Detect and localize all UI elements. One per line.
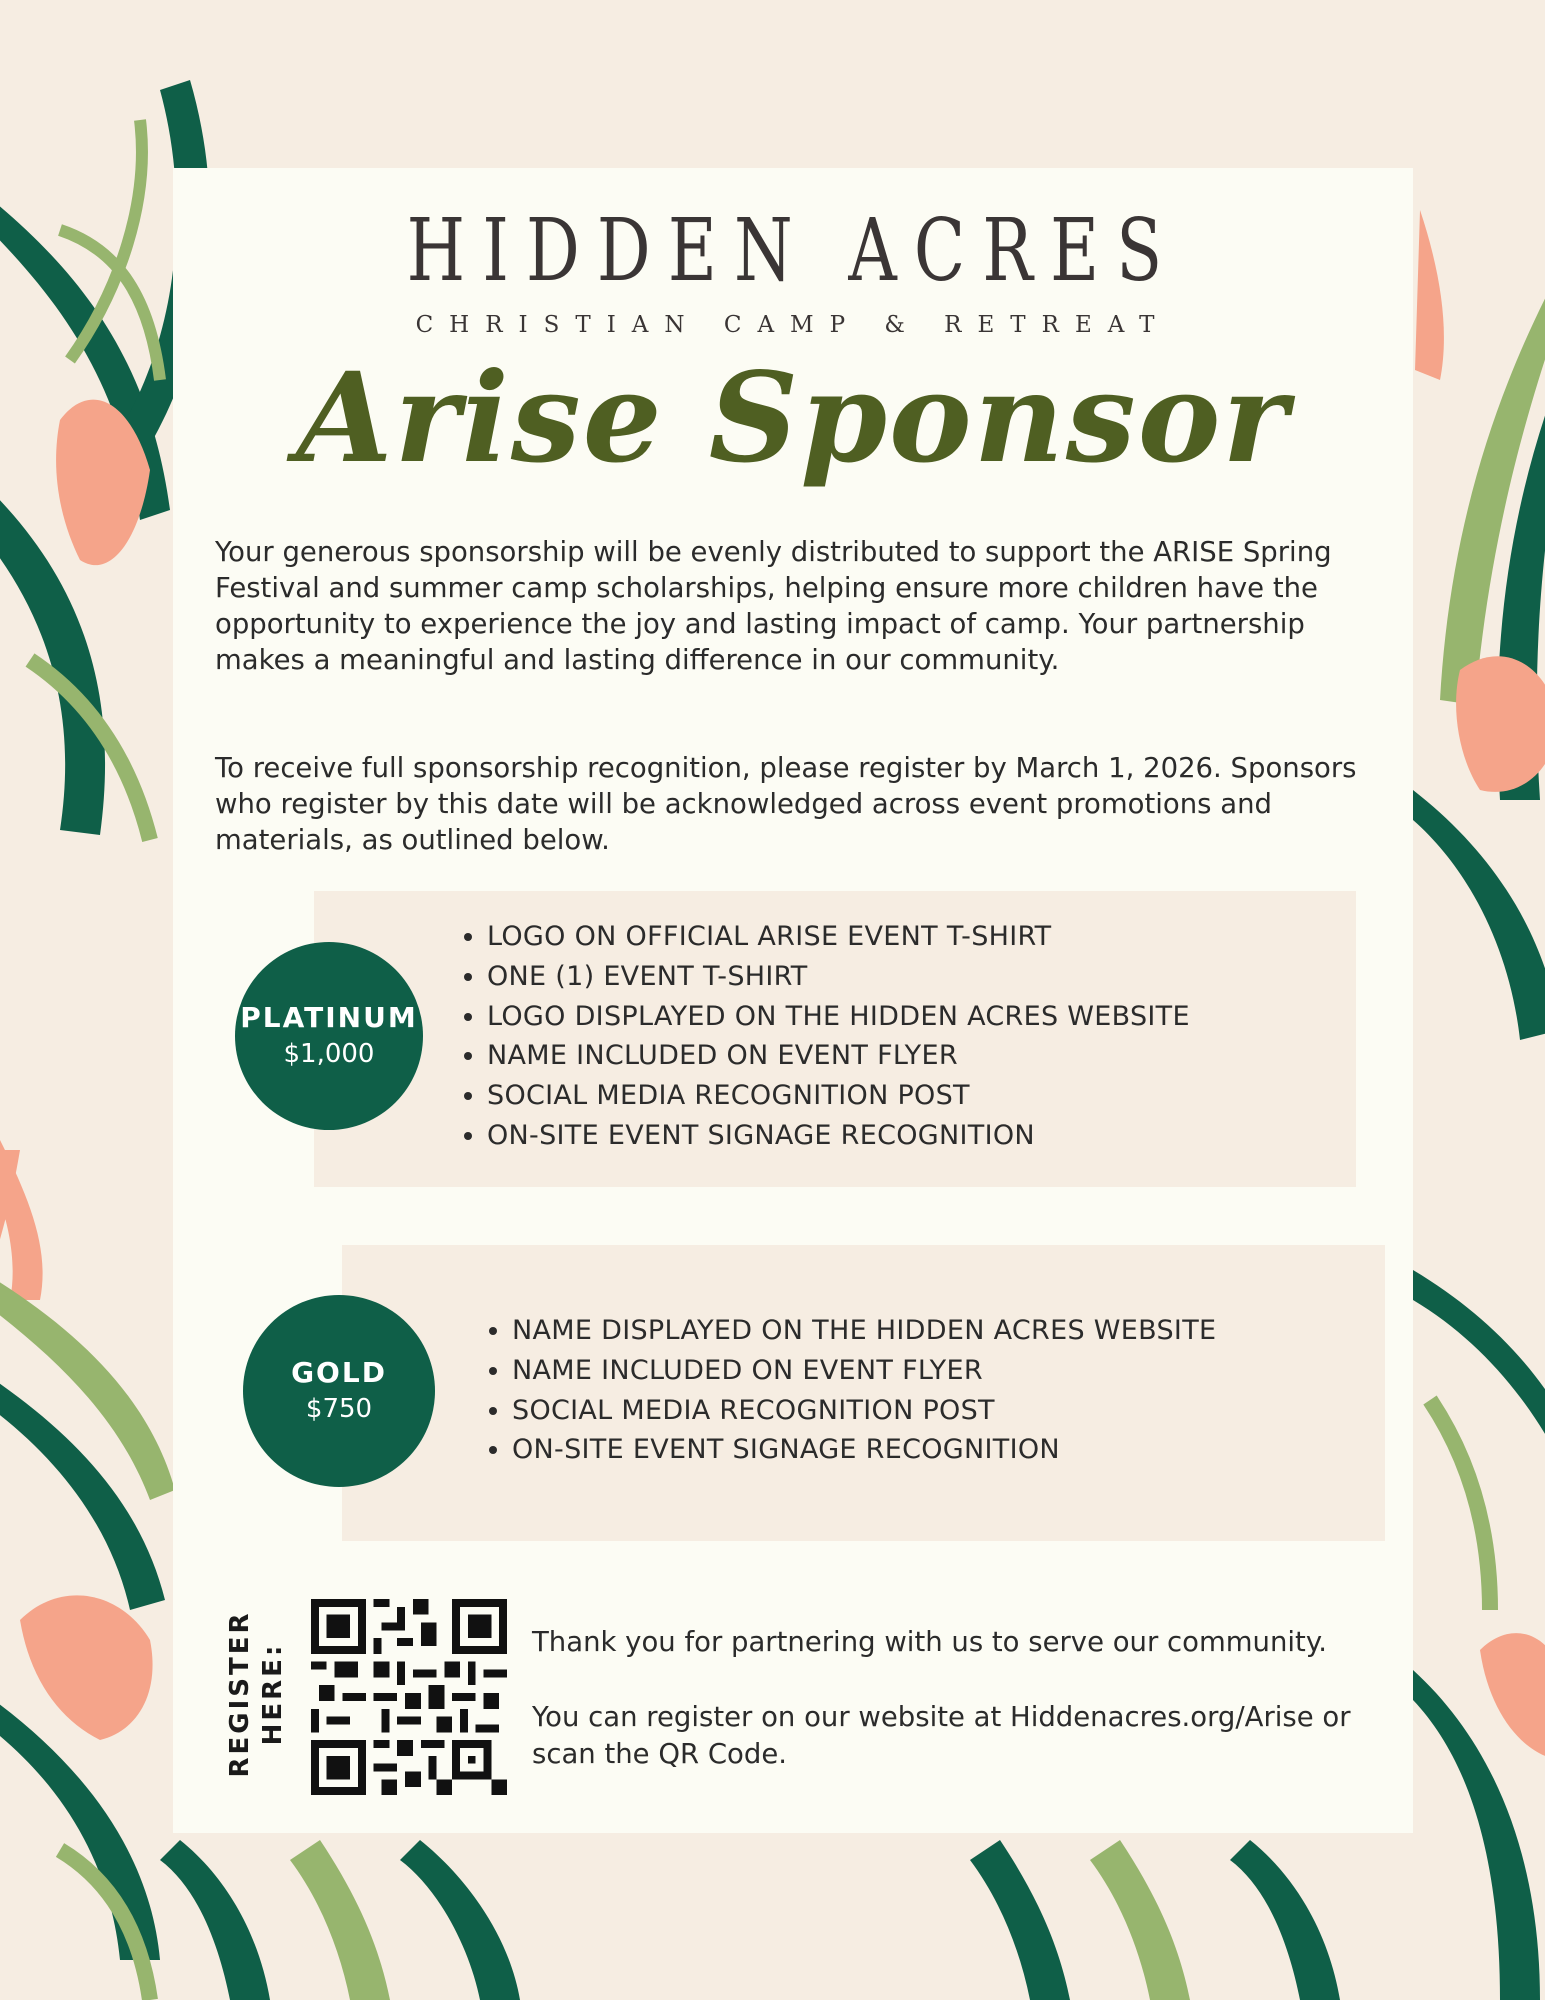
gold-perks-list [482,1311,1216,1470]
list-item: • ON-SITE EVENT SIGNAGE RECOGNITION [487,1116,1190,1156]
intro-paragraph: Your generous sponsorship will be evenly distributed to support the ARISE Spring Festival and summer camp scholarships, helping ensure more children have the opportunity to experience the joy and lasting impact of camp. Your partnership makes a meaningful and lasting difference in our community. [215,536,1332,676]
thank-you-text: Thank you for partnering with us to serve our community. [532,1626,1327,1658]
list-item: • NAME INCLUDED ON EVENT FLYER [487,1036,1190,1076]
list-item: • LOGO DISPLAYED ON THE HIDDEN ACRES WEBSITE [487,997,1190,1037]
gold-name: GOLD [291,1356,387,1389]
list-item: • LOGO ON OFFICIAL ARISE EVENT T-SHIRT [487,917,1190,957]
logo-subtitle: CHRISTIAN CAMP & RETREAT [415,312,1171,338]
deadline-paragraph: To receive full sponsorship recognition, please register by March 1, 2026. Sponsors who register by this date will be acknowledged across event promotions and materials, as outlined below. [215,752,1357,856]
register-instructions: You can register on our website at Hiddenacres.org/Arise or scan the QR Code. [532,1701,1351,1770]
list-item: • ON-SITE EVENT SIGNAGE RECOGNITION [512,1430,1216,1470]
list-item: • NAME INCLUDED ON EVENT FLYER [512,1351,1216,1391]
register-label-line: HERE: [258,1642,288,1746]
logo-title: HIDDEN ACRES [406,201,1180,301]
platinum-badge [235,942,423,1130]
script-title: Arise Sponsor [296,346,1290,491]
register-here-label [224,1609,290,1779]
gold-price: $750 [305,1394,373,1424]
list-item: • SOCIAL MEDIA RECOGNITION POST [487,1076,1190,1116]
list-item: • SOCIAL MEDIA RECOGNITION POST [512,1391,1216,1431]
platinum-perks-list [457,917,1190,1156]
register-label-line: REGISTER [225,1610,255,1778]
list-item: • NAME DISPLAYED ON THE HIDDEN ACRES WEBSITE [512,1311,1216,1351]
flyer-card [173,168,1413,1833]
platinum-price: $1,000 [283,1039,375,1069]
qr-code-icon[interactable] [311,1599,507,1795]
gold-badge [243,1295,435,1487]
list-item: • ONE (1) EVENT T-SHIRT [487,957,1190,997]
platinum-name: PLATINUM [240,1001,418,1034]
